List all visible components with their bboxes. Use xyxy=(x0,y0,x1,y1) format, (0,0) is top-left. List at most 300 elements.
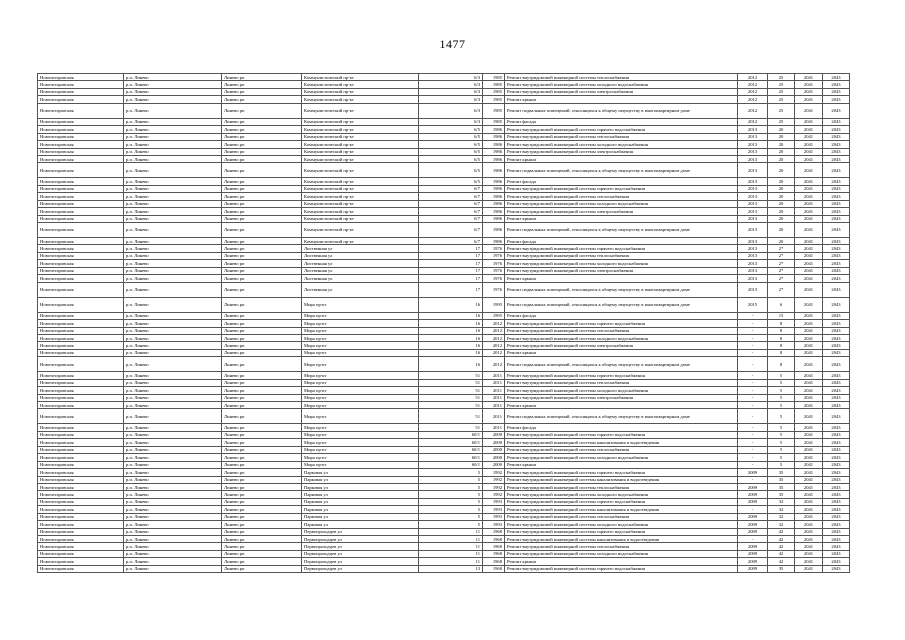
build-year-cell: 1985 xyxy=(483,96,505,103)
locality-cell: Линево рп xyxy=(222,372,302,379)
street-cell: Лиственная ул xyxy=(302,260,419,267)
district-cell: Новотитаровская xyxy=(38,424,124,431)
district-cell: Новотитаровская xyxy=(38,297,124,312)
table-body xyxy=(38,74,850,573)
settlement-cell: р.п. Линево xyxy=(124,103,222,118)
last-repair-year-cell: 2012 xyxy=(738,88,768,95)
house-number-cell: 5 xyxy=(419,476,483,483)
plan-start-year-cell: 2041 xyxy=(795,238,823,245)
district-cell: Новотитаровская xyxy=(38,133,124,140)
locality-cell: Линево рп xyxy=(222,558,302,565)
settlement-cell: р.п. Линево xyxy=(124,528,222,535)
build-year-cell: 1985 xyxy=(483,103,505,118)
plan-start-year-cell: 2041 xyxy=(795,431,823,438)
locality-cell: Линево рп xyxy=(222,103,302,118)
last-repair-year-cell: 2013 xyxy=(738,193,768,200)
table-row xyxy=(38,74,850,81)
last-repair-year-cell: 2013 xyxy=(738,275,768,282)
plan-end-year-cell: 2043 xyxy=(823,81,850,88)
wear-percent-cell: 2* xyxy=(768,252,795,259)
street-cell: Первопроходцев ул xyxy=(302,565,419,572)
house-number-cell: 11 xyxy=(419,558,483,565)
work-type-cell: Ремонт фасада xyxy=(505,178,738,185)
district-cell: Новотитаровская xyxy=(38,267,124,274)
locality-cell: Линево рп xyxy=(222,238,302,245)
plan-start-year-cell: 2041 xyxy=(795,565,823,572)
build-year-cell: 1986 xyxy=(483,200,505,207)
plan-start-year-cell: 2041 xyxy=(795,528,823,535)
locality-cell: Линево рп xyxy=(222,297,302,312)
work-type-cell: Ремонт внутридомовой инженерной системы электроснабжения xyxy=(505,88,738,95)
house-number-cell: 5 xyxy=(419,469,483,476)
street-cell: Мира пр-кт xyxy=(302,409,419,424)
settlement-cell: р.п. Линево xyxy=(124,476,222,483)
wear-percent-cell: 32 xyxy=(768,506,795,513)
street-cell: Коммунистический пр-кт xyxy=(302,118,419,125)
wear-percent-cell: 42 xyxy=(768,558,795,565)
district-cell: Новотитаровская xyxy=(38,103,124,118)
table-row xyxy=(38,454,850,461)
last-repair-year-cell: 2013 xyxy=(738,163,768,178)
plan-end-year-cell: 2043 xyxy=(823,394,850,401)
plan-start-year-cell: 2041 xyxy=(795,334,823,341)
table-row xyxy=(38,439,850,446)
wear-percent-cell: 5 xyxy=(768,372,795,379)
settlement-cell: р.п. Линево xyxy=(124,155,222,162)
street-cell: Коммунистический пр-кт xyxy=(302,200,419,207)
district-cell: Новотитаровская xyxy=(38,163,124,178)
settlement-cell: р.п. Линево xyxy=(124,431,222,438)
settlement-cell: р.п. Линево xyxy=(124,282,222,297)
locality-cell: Линево рп xyxy=(222,454,302,461)
locality-cell: Линево рп xyxy=(222,424,302,431)
table-row xyxy=(38,327,850,334)
plan-start-year-cell: 2041 xyxy=(795,454,823,461)
locality-cell: Линево рп xyxy=(222,74,302,81)
district-cell: Новотитаровская xyxy=(38,275,124,282)
last-repair-year-cell: 2009 xyxy=(738,543,768,550)
wear-percent-cell: 42 xyxy=(768,528,795,535)
locality-cell: Линево рп xyxy=(222,267,302,274)
build-year-cell: 1986 xyxy=(483,208,505,215)
street-cell: Мира пр-кт xyxy=(302,454,419,461)
locality-cell: Линево рп xyxy=(222,483,302,490)
last-repair-year-cell: - xyxy=(738,431,768,438)
build-year-cell: 1985 xyxy=(483,118,505,125)
table-row xyxy=(38,252,850,259)
street-cell: Мира пр-кт xyxy=(302,349,419,356)
street-cell: Коммунистический пр-кт xyxy=(302,133,419,140)
plan-end-year-cell: 2043 xyxy=(823,402,850,409)
street-cell: Парковая ул xyxy=(302,469,419,476)
table-row xyxy=(38,461,850,468)
house-number-cell: 5 xyxy=(419,483,483,490)
street-cell: Первопроходцев ул xyxy=(302,536,419,543)
work-type-cell: Ремонт подвальных помещений, относящихся к общему имуществу в многоквартирном доме xyxy=(505,357,738,372)
settlement-cell: р.п. Линево xyxy=(124,543,222,550)
build-year-cell: 1986 xyxy=(483,215,505,222)
plan-end-year-cell: 2043 xyxy=(823,461,850,468)
work-type-cell: Ремонт внутридомовой инженерной системы электроснабжения xyxy=(505,394,738,401)
locality-cell: Линево рп xyxy=(222,118,302,125)
locality-cell: Линево рп xyxy=(222,334,302,341)
settlement-cell: р.п. Линево xyxy=(124,275,222,282)
plan-start-year-cell: 2041 xyxy=(795,260,823,267)
locality-cell: Линево рп xyxy=(222,193,302,200)
build-year-cell: 1968 xyxy=(483,565,505,572)
settlement-cell: р.п. Линево xyxy=(124,118,222,125)
wear-percent-cell: 2* xyxy=(768,267,795,274)
table-row xyxy=(38,565,850,572)
house-number-cell: 51 xyxy=(419,394,483,401)
plan-start-year-cell: 2041 xyxy=(795,320,823,327)
settlement-cell: р.п. Линево xyxy=(124,88,222,95)
street-cell: Первопроходцев ул xyxy=(302,550,419,557)
table-row xyxy=(38,215,850,222)
work-type-cell: Ремонт внутридомовой инженерной системы холодного водоснабжения xyxy=(505,260,738,267)
plan-end-year-cell: 2043 xyxy=(823,275,850,282)
district-cell: Новотитаровская xyxy=(38,245,124,252)
house-number-cell: 60/1 xyxy=(419,446,483,453)
work-type-cell: Ремонт внутридомовой инженерной системы теплоснабжения xyxy=(505,513,738,520)
work-type-cell: Ремонт внутридомовой инженерной системы горячего водоснабжения xyxy=(505,372,738,379)
locality-cell: Линево рп xyxy=(222,357,302,372)
plan-end-year-cell: 2043 xyxy=(823,469,850,476)
plan-start-year-cell: 2041 xyxy=(795,536,823,543)
last-repair-year-cell: 2009 xyxy=(738,491,768,498)
last-repair-year-cell: - xyxy=(738,387,768,394)
house-number-cell: 6/7 xyxy=(419,223,483,238)
last-repair-year-cell: 2012 xyxy=(738,103,768,118)
settlement-cell: р.п. Линево xyxy=(124,193,222,200)
last-repair-year-cell: 2012 xyxy=(738,96,768,103)
last-repair-year-cell: - xyxy=(738,320,768,327)
locality-cell: Линево рп xyxy=(222,550,302,557)
last-repair-year-cell: - xyxy=(738,357,768,372)
work-type-cell: Ремонт внутридомовой инженерной системы горячего водоснабжения xyxy=(505,431,738,438)
locality-cell: Линево рп xyxy=(222,469,302,476)
table-row xyxy=(38,506,850,513)
build-year-cell: 1985 xyxy=(483,88,505,95)
district-cell: Новотитаровская xyxy=(38,476,124,483)
build-year-cell: 1995 xyxy=(483,297,505,312)
house-number-cell: 51 xyxy=(419,379,483,386)
build-year-cell: 1986 xyxy=(483,223,505,238)
house-number-cell: 16 xyxy=(419,297,483,312)
settlement-cell: р.п. Линево xyxy=(124,327,222,334)
plan-end-year-cell: 2043 xyxy=(823,245,850,252)
locality-cell: Линево рп xyxy=(222,245,302,252)
work-type-cell: Ремонт внутридомовой инженерной системы горячего водоснабжения xyxy=(505,498,738,505)
plan-start-year-cell: 2041 xyxy=(795,215,823,222)
settlement-cell: р.п. Линево xyxy=(124,74,222,81)
wear-percent-cell: 25 xyxy=(768,103,795,118)
locality-cell: Линево рп xyxy=(222,498,302,505)
last-repair-year-cell: 2013 xyxy=(738,282,768,297)
wear-percent-cell: 8 xyxy=(768,334,795,341)
house-number-cell: 16 xyxy=(419,327,483,334)
street-cell: Коммунистический пр-кт xyxy=(302,238,419,245)
house-number-cell: 6/3 xyxy=(419,118,483,125)
plan-start-year-cell: 2041 xyxy=(795,208,823,215)
plan-end-year-cell: 2043 xyxy=(823,200,850,207)
last-repair-year-cell: 2013 xyxy=(738,260,768,267)
table-row xyxy=(38,96,850,103)
locality-cell: Линево рп xyxy=(222,141,302,148)
district-cell: Новотитаровская xyxy=(38,200,124,207)
table-row xyxy=(38,521,850,528)
locality-cell: Линево рп xyxy=(222,379,302,386)
wear-percent-cell: 25 xyxy=(768,88,795,95)
settlement-cell: р.п. Линево xyxy=(124,126,222,133)
plan-end-year-cell: 2043 xyxy=(823,133,850,140)
table-row xyxy=(38,483,850,490)
locality-cell: Линево рп xyxy=(222,409,302,424)
last-repair-year-cell: 2009 xyxy=(738,469,768,476)
table-row xyxy=(38,372,850,379)
work-type-cell: Ремонт внутридомовой инженерной системы холодного водоснабжения xyxy=(505,81,738,88)
district-cell: Новотитаровская xyxy=(38,327,124,334)
district-cell: Новотитаровская xyxy=(38,439,124,446)
district-cell: Новотитаровская xyxy=(38,536,124,543)
last-repair-year-cell: - xyxy=(738,424,768,431)
district-cell: Новотитаровская xyxy=(38,349,124,356)
work-type-cell: Ремонт внутридомовой инженерной системы канализования и водоотведения xyxy=(505,506,738,513)
street-cell: Коммунистический пр-кт xyxy=(302,88,419,95)
street-cell: Мира пр-кт xyxy=(302,297,419,312)
plan-end-year-cell: 2043 xyxy=(823,424,850,431)
house-number-cell: 60/1 xyxy=(419,461,483,468)
district-cell: Новотитаровская xyxy=(38,96,124,103)
build-year-cell: 1985 xyxy=(483,74,505,81)
plan-start-year-cell: 2041 xyxy=(795,103,823,118)
plan-end-year-cell: 2043 xyxy=(823,349,850,356)
work-type-cell: Ремонт внутридомовой инженерной системы канализования и водоотведения xyxy=(505,536,738,543)
work-type-cell: Ремонт внутридомовой инженерной системы теплоснабжения xyxy=(505,327,738,334)
last-repair-year-cell: 2013 xyxy=(738,267,768,274)
house-number-cell: 6/7 xyxy=(419,185,483,192)
settlement-cell: р.п. Линево xyxy=(124,454,222,461)
plan-start-year-cell: 2041 xyxy=(795,185,823,192)
last-repair-year-cell: - xyxy=(738,506,768,513)
table-row xyxy=(38,476,850,483)
settlement-cell: р.п. Линево xyxy=(124,342,222,349)
last-repair-year-cell: - xyxy=(738,379,768,386)
work-type-cell: Ремонт внутридомовой инженерной системы электроснабжения xyxy=(505,342,738,349)
last-repair-year-cell: 2013 xyxy=(738,238,768,245)
table-row xyxy=(38,558,850,565)
district-cell: Новотитаровская xyxy=(38,178,124,185)
build-year-cell: 2011 xyxy=(483,402,505,409)
last-repair-year-cell: 2013 xyxy=(738,155,768,162)
wear-percent-cell: 25 xyxy=(768,96,795,103)
table-row xyxy=(38,342,850,349)
build-year-cell: 1976 xyxy=(483,282,505,297)
district-cell: Новотитаровская xyxy=(38,483,124,490)
table-row xyxy=(38,431,850,438)
district-cell: Новотитаровская xyxy=(38,81,124,88)
house-number-cell: 6/3 xyxy=(419,88,483,95)
district-cell: Новотитаровская xyxy=(38,558,124,565)
settlement-cell: р.п. Линево xyxy=(124,208,222,215)
house-number-cell: 51 xyxy=(419,387,483,394)
plan-start-year-cell: 2041 xyxy=(795,133,823,140)
work-type-cell: Ремонт внутридомовой инженерной системы горячего водоснабжения xyxy=(505,528,738,535)
table-row xyxy=(38,126,850,133)
street-cell: Лиственная ул xyxy=(302,282,419,297)
plan-end-year-cell: 2043 xyxy=(823,238,850,245)
locality-cell: Линево рп xyxy=(222,387,302,394)
work-type-cell: Ремонт крыши xyxy=(505,461,738,468)
wear-percent-cell: 2* xyxy=(768,282,795,297)
street-cell: Мира пр-кт xyxy=(302,379,419,386)
work-type-cell: Ремонт подвальных помещений, относящихся к общему имуществу в многоквартирном доме xyxy=(505,297,738,312)
locality-cell: Линево рп xyxy=(222,282,302,297)
plan-end-year-cell: 2043 xyxy=(823,96,850,103)
wear-percent-cell: 20 xyxy=(768,238,795,245)
table-row xyxy=(38,223,850,238)
table-row xyxy=(38,238,850,245)
settlement-cell: р.п. Линево xyxy=(124,163,222,178)
house-number-cell: 6/7 xyxy=(419,200,483,207)
table-row xyxy=(38,394,850,401)
work-type-cell: Ремонт внутридомовой инженерной системы теплоснабжения xyxy=(505,193,738,200)
plan-start-year-cell: 2041 xyxy=(795,394,823,401)
settlement-cell: р.п. Линево xyxy=(124,357,222,372)
settlement-cell: р.п. Линево xyxy=(124,349,222,356)
table-row xyxy=(38,513,850,520)
work-type-cell: Ремонт внутридомовой инженерной системы холодного водоснабжения xyxy=(505,141,738,148)
table-row xyxy=(38,208,850,215)
last-repair-year-cell: - xyxy=(738,409,768,424)
build-year-cell: 2000 xyxy=(483,461,505,468)
district-cell: Новотитаровская xyxy=(38,565,124,572)
plan-start-year-cell: 2041 xyxy=(795,558,823,565)
district-cell: Новотитаровская xyxy=(38,402,124,409)
plan-end-year-cell: 2043 xyxy=(823,126,850,133)
street-cell: Мира пр-кт xyxy=(302,439,419,446)
district-cell: Новотитаровская xyxy=(38,372,124,379)
locality-cell: Линево рп xyxy=(222,461,302,468)
wear-percent-cell: 8 xyxy=(768,357,795,372)
plan-end-year-cell: 2043 xyxy=(823,558,850,565)
district-cell: Новотитаровская xyxy=(38,185,124,192)
last-repair-year-cell: 2013 xyxy=(738,252,768,259)
wear-percent-cell: 32 xyxy=(768,498,795,505)
table-row xyxy=(38,543,850,550)
build-year-cell: 2000 xyxy=(483,431,505,438)
plan-end-year-cell: 2043 xyxy=(823,163,850,178)
last-repair-year-cell: - xyxy=(738,394,768,401)
plan-end-year-cell: 2043 xyxy=(823,267,850,274)
wear-percent-cell: 20 xyxy=(768,193,795,200)
house-number-cell: 6/7 xyxy=(419,208,483,215)
house-number-cell: 16 xyxy=(419,334,483,341)
last-repair-year-cell: 2013 xyxy=(738,178,768,185)
locality-cell: Линево рп xyxy=(222,402,302,409)
plan-start-year-cell: 2041 xyxy=(795,461,823,468)
plan-start-year-cell: 2041 xyxy=(795,118,823,125)
plan-start-year-cell: 2041 xyxy=(795,96,823,103)
settlement-cell: р.п. Линево xyxy=(124,483,222,490)
wear-percent-cell: 35 xyxy=(768,491,795,498)
plan-start-year-cell: 2041 xyxy=(795,252,823,259)
settlement-cell: р.п. Линево xyxy=(124,185,222,192)
plan-end-year-cell: 2043 xyxy=(823,498,850,505)
table-row xyxy=(38,185,850,192)
plan-start-year-cell: 2041 xyxy=(795,439,823,446)
district-cell: Новотитаровская xyxy=(38,394,124,401)
locality-cell: Линево рп xyxy=(222,96,302,103)
district-cell: Новотитаровская xyxy=(38,409,124,424)
settlement-cell: р.п. Линево xyxy=(124,320,222,327)
wear-percent-cell: 5 xyxy=(768,439,795,446)
table-row xyxy=(38,88,850,95)
district-cell: Новотитаровская xyxy=(38,461,124,468)
house-number-cell: 17 xyxy=(419,260,483,267)
house-number-cell: 16 xyxy=(419,320,483,327)
last-repair-year-cell: 2012 xyxy=(738,74,768,81)
last-repair-year-cell: 2013 xyxy=(738,141,768,148)
street-cell: Парковая ул xyxy=(302,476,419,483)
build-year-cell: 1986 xyxy=(483,148,505,155)
settlement-cell: р.п. Линево xyxy=(124,424,222,431)
locality-cell: Линево рп xyxy=(222,312,302,319)
plan-end-year-cell: 2043 xyxy=(823,193,850,200)
house-number-cell: 5 xyxy=(419,506,483,513)
plan-end-year-cell: 2043 xyxy=(823,320,850,327)
locality-cell: Линево рп xyxy=(222,394,302,401)
build-year-cell: 1968 xyxy=(483,528,505,535)
build-year-cell: 2011 xyxy=(483,409,505,424)
work-type-cell: Ремонт внутридомовой инженерной системы холодного водоснабжения xyxy=(505,200,738,207)
wear-percent-cell: 35 xyxy=(768,483,795,490)
table-row xyxy=(38,297,850,312)
build-year-cell: 1976 xyxy=(483,245,505,252)
wear-percent-cell: 6 xyxy=(768,297,795,312)
plan-end-year-cell: 2043 xyxy=(823,178,850,185)
plan-start-year-cell: 2041 xyxy=(795,550,823,557)
last-repair-year-cell: 2009 xyxy=(738,528,768,535)
wear-percent-cell: 8 xyxy=(768,327,795,334)
settlement-cell: р.п. Линево xyxy=(124,178,222,185)
wear-percent-cell: 35 xyxy=(768,565,795,572)
wear-percent-cell: 20 xyxy=(768,126,795,133)
plan-end-year-cell: 2043 xyxy=(823,439,850,446)
settlement-cell: р.п. Линево xyxy=(124,297,222,312)
plan-end-year-cell: 2043 xyxy=(823,521,850,528)
settlement-cell: р.п. Линево xyxy=(124,394,222,401)
plan-start-year-cell: 2041 xyxy=(795,200,823,207)
wear-percent-cell: 42 xyxy=(768,550,795,557)
district-cell: Новотитаровская xyxy=(38,126,124,133)
locality-cell: Линево рп xyxy=(222,327,302,334)
wear-percent-cell: 2* xyxy=(768,245,795,252)
street-cell: Мира пр-кт xyxy=(302,372,419,379)
plan-start-year-cell: 2041 xyxy=(795,223,823,238)
house-number-cell: 6/5 xyxy=(419,126,483,133)
house-number-cell: 6/5 xyxy=(419,141,483,148)
street-cell: Мира пр-кт xyxy=(302,320,419,327)
street-cell: Коммунистический пр-кт xyxy=(302,103,419,118)
district-cell: Новотитаровская xyxy=(38,387,124,394)
street-cell: Лиственная ул xyxy=(302,252,419,259)
street-cell: Парковая ул xyxy=(302,498,419,505)
work-type-cell: Ремонт крыши xyxy=(505,155,738,162)
plan-start-year-cell: 2041 xyxy=(795,483,823,490)
work-type-cell: Ремонт подвальных помещений, относящихся к общему имуществу в многоквартирном доме xyxy=(505,163,738,178)
wear-percent-cell: 20 xyxy=(768,178,795,185)
